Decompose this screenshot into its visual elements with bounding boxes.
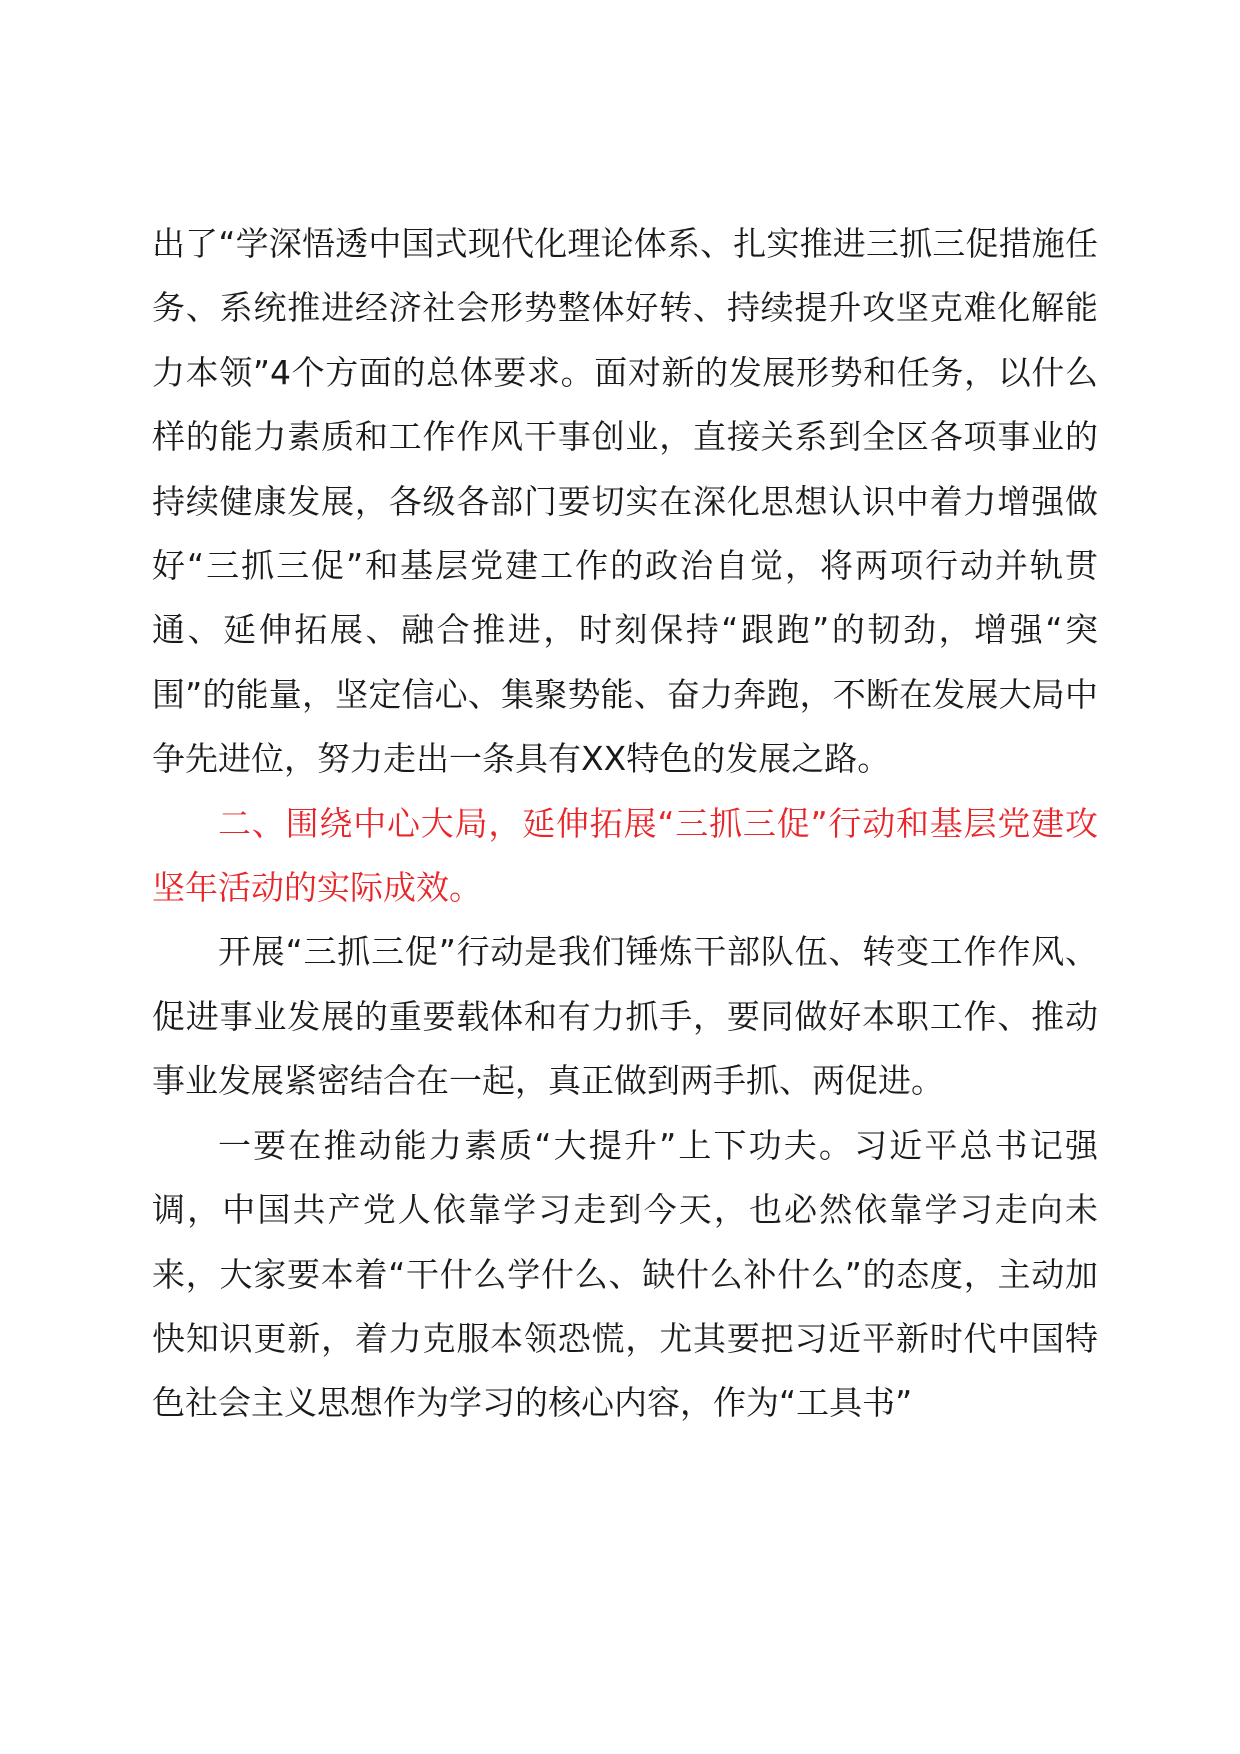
body-paragraph: 一要在推动能力素质“大提升”上下功夫。习近平总书记强调，中国共产党人依靠学习走到今天，也必然依靠学习走向未来，大家要本着“干什么学什么、缺什么补什么”的态度，主动加快知识更新，着力克服本领恐慌，尤其要把习近平新时代中国特色社会主义思想作为学习的核心内容，作为“工具书” bbox=[152, 1125, 1098, 1423]
document-body bbox=[152, 212, 1098, 1436]
body-paragraph: 开展“三抓三促”行动是我们锤炼干部队伍、转变工作作风、促进事业发展的重要载体和有力抓手，要同做好本职工作、推动事业发展紧密结合在一起，真正做到两手抓、两促进。 bbox=[152, 932, 1098, 1101]
body-paragraph-continued: 出了“学深悟透中国式现代化理论体系、扎实推进三抓三促措施任务、系统推进经济社会形势整体好转、持续提升攻坚克难化解能力本领”4个方面的总体要求。面对新的发展形势和任务，以什么样的能力素质和工作作风干事创业，直接关系到全区各项事业的持续健康发展，各级各部门要切实在深化思想认识中着力增强做好“三抓三促”和基层党建工作的政治自觉，将两项行动并轨贯通、延伸拓展、融合推进，时刻保持“跟跑”的韧劲，增强“突围”的能量，坚定信心、集聚势能、奋力奔跑，不断在发展大局中争先进位，努力走出一条具有XX特色的发展之路。 bbox=[152, 224, 1098, 779]
section-heading-two: 二、围绕中心大局，延伸拓展“三抓三促”行动和基层党建攻坚年活动的实际成效。 bbox=[152, 803, 1098, 908]
